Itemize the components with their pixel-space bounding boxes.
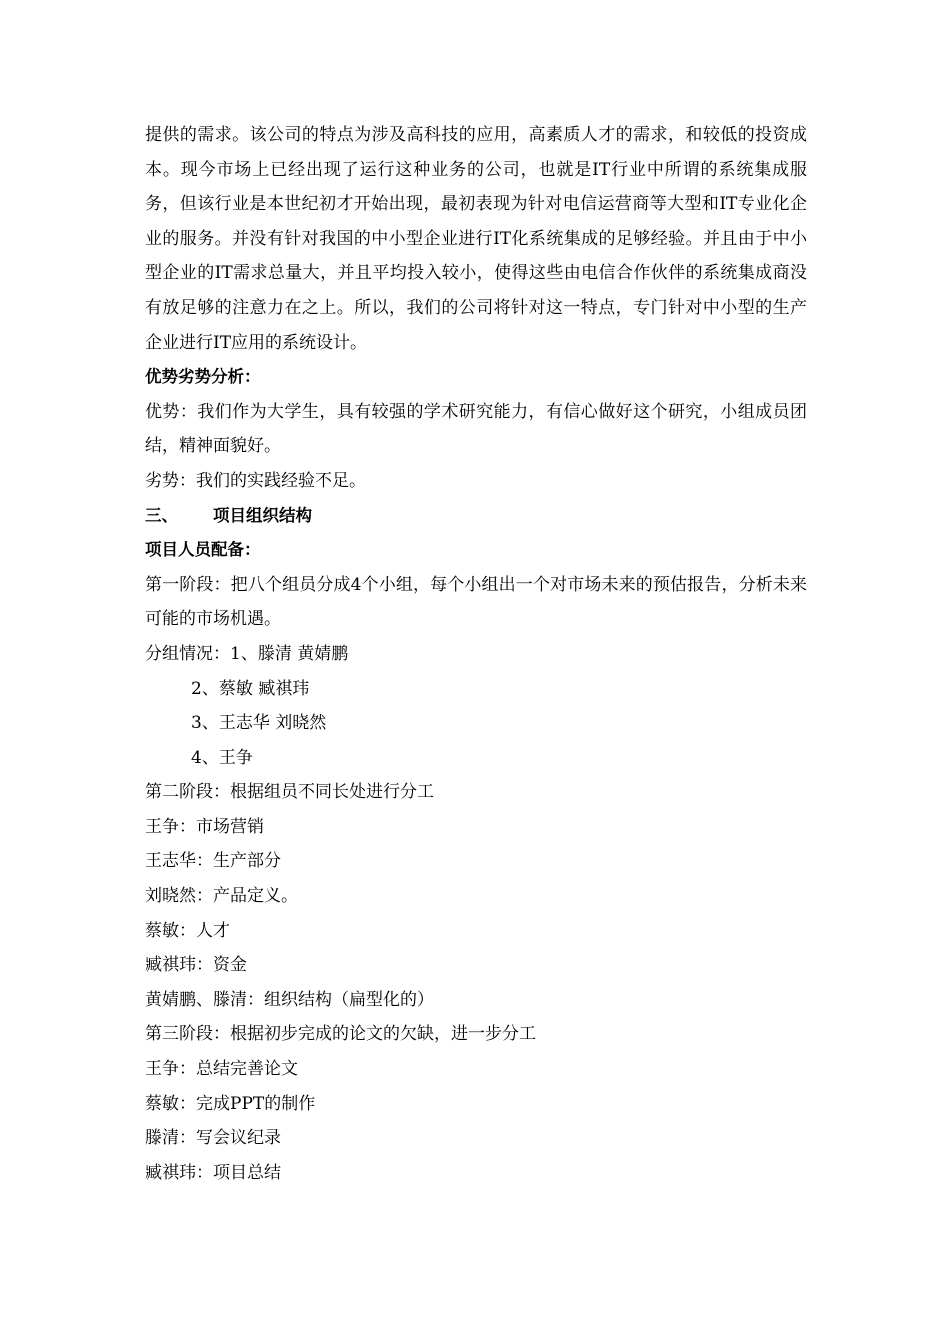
group-item: 4、王争 [191, 747, 253, 768]
role-item: 王争：总结完善论文 [145, 1059, 298, 1080]
role-item: 刘晓然：产品定义。 [145, 886, 298, 907]
section-number: 三、 [145, 505, 178, 525]
staffing-heading: 项目人员配备： [145, 540, 261, 560]
groups-line [145, 637, 807, 672]
role-item: 臧祺玮：项目总结 [145, 1162, 281, 1183]
role-item: 臧祺玮：资金 [145, 955, 247, 976]
groups-label: 分组情况： [145, 643, 230, 664]
role-item: 蔡敏：完成PPT的制作 [145, 1093, 316, 1114]
role-item: 黄婧鹏、滕清：组织结构（扁型化的） [145, 989, 434, 1010]
phase1-paragraph: 第一阶段：把八个组员分成4个小组，每个小组出一个对市场未来的预估报告，分析未来可能的市场机遇。 [145, 574, 807, 630]
document-page [145, 118, 807, 1190]
section-title: 项目组织结构 [213, 505, 312, 525]
role-item: 王争：市场营销 [145, 816, 264, 837]
phase2-line: 第二阶段：根据组员不同长处进行分工 [145, 782, 434, 803]
intro-paragraph: 提供的需求。该公司的特点为涉及高科技的应用，高素质人才的需求，和较低的投资成本。现今市场上已经出现了运行这种业务的公司，也就是IT行业中所谓的系统集成服务，但该行业是本世纪初才开始出现，最初表现为针对电信运营商等大型和IT专业化企业的服务。并没有针对我国的中小型企业进行IT化系统集成的足够经验。并且由于中小型企业的IT需求总量大，并且平均投入较小，使得这些由电信合作伙伴的系统集成商没有放足够的注意力在之上。所以，我们的公司将针对这一特点，专门针对中小型的生产企业进行IT应用的系统设计。 [145, 125, 807, 353]
group-item: 2、蔡敏 臧祺玮 [191, 678, 310, 699]
swot-heading: 优势劣势分析： [145, 367, 261, 387]
strength-paragraph: 优势：我们作为大学生，具有较强的学术研究能力，有信心做好这个研究，小组成员团结，精神面貌好。 [145, 401, 807, 457]
weakness-line: 劣势：我们的实践经验不足。 [145, 470, 366, 491]
role-item: 王志华：生产部分 [145, 851, 281, 872]
group-item: 3、王志华 刘晓然 [191, 713, 327, 734]
phase3-line: 第三阶段：根据初步完成的论文的欠缺，进一步分工 [145, 1024, 536, 1045]
role-item: 滕清：写会议纪录 [145, 1128, 281, 1149]
group-item: 1、滕清 黄婧鹏 [230, 643, 349, 664]
section-heading [145, 499, 807, 534]
role-item: 蔡敏：人才 [145, 920, 230, 941]
